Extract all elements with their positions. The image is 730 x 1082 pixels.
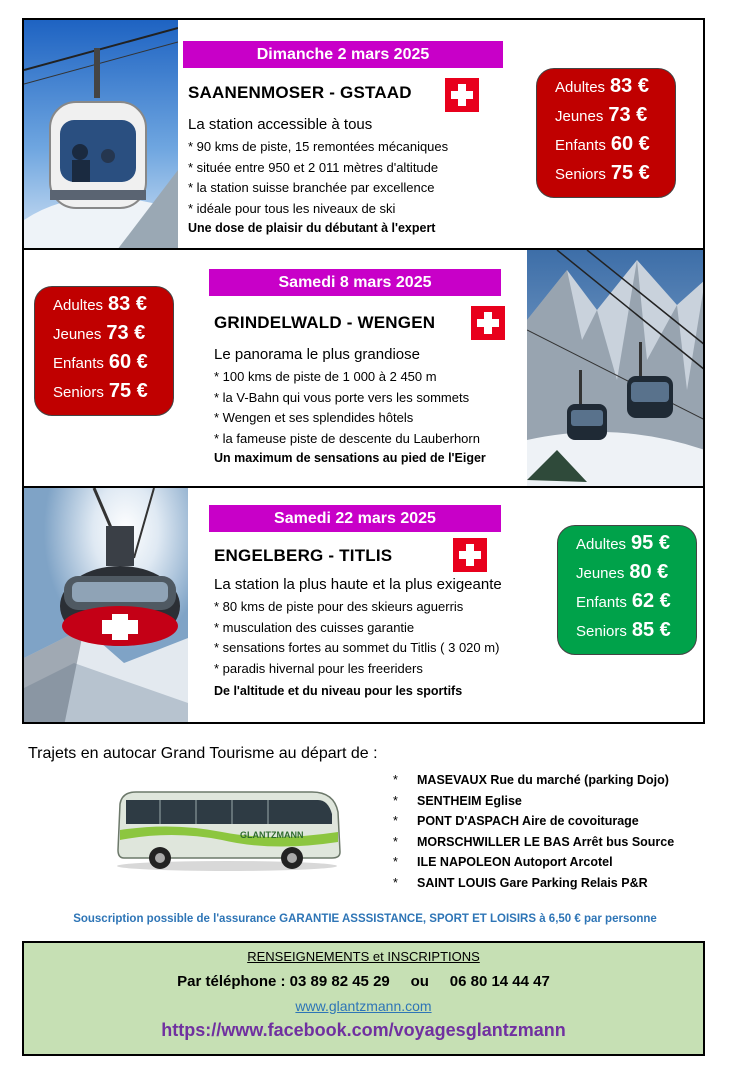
feature-item: * la station suisse branchée par excellence (188, 178, 448, 199)
price-row-seniors (555, 162, 675, 191)
station-summary: Une dose de plaisir du débutant à l'expert (188, 221, 436, 235)
price-label: Jeunes (555, 108, 604, 125)
departure-item (393, 832, 674, 853)
feature-item: * paradis hivernal pour les freeriders (214, 659, 499, 680)
departure-list (393, 770, 674, 893)
transport-heading: Trajets en autocar Grand Tourisme au départ de : (28, 745, 378, 762)
swiss-flag-icon (445, 78, 479, 112)
bullet-star: * (393, 834, 398, 849)
price-label: Seniors (576, 623, 627, 640)
contact-phone: Par téléphone : 03 89 82 45 29 ou 06 80 14 44 47 (177, 973, 550, 990)
insurance-note: Souscription possible de l'assurance GARANTIE ASSSISTANCE, SPORT ET LOISIRS à 6,50 € par personne (73, 913, 657, 925)
departure-item (393, 770, 674, 791)
price-value: 83 € (108, 293, 147, 315)
feature-item: * sensations fortes au sommet du Titlis ( 3 020 m) (214, 638, 499, 659)
feature-item: * Wengen et ses splendides hôtels (214, 408, 480, 429)
price-value: 60 € (108, 351, 148, 373)
price-label: Enfants (555, 137, 606, 154)
price-value: 73 € (608, 104, 648, 126)
trip-date-banner: Dimanche 2 mars 2025 (183, 41, 503, 68)
bus-brand-text: GLANTZMANN (240, 830, 304, 840)
website-link[interactable]: www.glantzmann.com (295, 998, 432, 1014)
departure-location: MORSCHWILLER LE BAS Arrêt bus Source (417, 834, 675, 849)
price-value: 75 € (108, 380, 148, 402)
price-row-enfants (555, 133, 675, 162)
feature-item: * idéale pour tous les niveaux de ski (188, 199, 448, 220)
station-tagline: Le panorama le plus grandiose (214, 346, 420, 363)
price-box (557, 525, 697, 655)
departure-location: SAINT LOUIS Gare Parking Relais P&R (417, 875, 648, 890)
price-value: 75 € (610, 162, 650, 184)
price-row-adultes (53, 293, 173, 322)
price-value: 95 € (631, 532, 670, 554)
trip-panel-engelberg (22, 486, 705, 724)
price-row-jeunes (576, 561, 696, 590)
feature-item: * 100 kms de piste de 1 000 à 2 450 m (214, 367, 480, 388)
price-label: Adultes (53, 297, 104, 314)
price-value: 60 € (610, 133, 650, 155)
contact-title: RENSEIGNEMENTS et INSCRIPTIONS (247, 949, 480, 964)
price-row-enfants (53, 351, 173, 380)
station-tagline: La station accessible à tous (188, 116, 373, 133)
departure-item (393, 791, 674, 812)
price-row-jeunes (53, 322, 173, 351)
price-label: Jeunes (53, 326, 102, 343)
feature-list (188, 137, 448, 219)
titlis-rotair-photo (24, 488, 188, 722)
price-row-enfants (576, 590, 696, 619)
price-box (34, 286, 174, 416)
swiss-flag-icon (471, 306, 505, 340)
price-row-adultes (576, 532, 696, 561)
trip-panel-grindelwald (22, 248, 705, 490)
price-box (536, 68, 676, 198)
tour-bus-image (112, 782, 342, 872)
bullet-star: * (393, 814, 398, 828)
station-summary: De l'altitude et du niveau pour les sportifs (214, 684, 463, 698)
price-row-seniors (53, 380, 173, 409)
price-label: Seniors (53, 384, 104, 401)
trip-date-banner: Samedi 8 mars 2025 (209, 269, 501, 296)
departure-location: PONT D'ASPACH Aire de covoiturage (417, 814, 639, 828)
price-label: Enfants (576, 594, 627, 611)
trip-panel-saanenmoser (22, 18, 705, 252)
swiss-flag-icon (453, 538, 487, 572)
price-value: 80 € (629, 561, 669, 583)
price-value: 83 € (610, 75, 649, 97)
price-label: Adultes (576, 536, 627, 553)
station-tagline: La station la plus haute et la plus exigeante (214, 576, 502, 593)
bullet-star: * (393, 793, 398, 808)
feature-list (214, 597, 499, 679)
departure-location: SENTHEIM Eglise (417, 793, 522, 808)
mountain-gondolas-photo (527, 250, 705, 488)
feature-item: * la fameuse piste de descente du Lauberhorn (214, 429, 480, 450)
price-label: Jeunes (576, 565, 625, 582)
feature-list (214, 367, 480, 449)
departure-location: MASEVAUX Rue du marché (parking Dojo) (417, 773, 669, 787)
bullet-star: * (393, 855, 398, 869)
station-summary: Un maximum de sensations au pied de l'Eiger (214, 451, 486, 465)
price-value: 73 € (106, 322, 146, 344)
departure-item (393, 873, 674, 894)
price-label: Seniors (555, 166, 606, 183)
feature-item: * musculation des cuisses garantie (214, 618, 499, 639)
feature-item: * située entre 950 et 2 011 mètres d'altitude (188, 158, 448, 179)
price-label: Enfants (53, 355, 104, 372)
price-label: Adultes (555, 79, 606, 96)
price-value: 62 € (631, 590, 671, 612)
price-row-seniors (576, 619, 696, 648)
contact-box (22, 941, 705, 1056)
trip-date-banner: Samedi 22 mars 2025 (209, 505, 501, 532)
feature-item: * 80 kms de piste pour des skieurs aguerris (214, 597, 499, 618)
facebook-link[interactable]: https://www.facebook.com/voyagesglantzmann (161, 1020, 566, 1040)
gondola-cabin-photo (24, 20, 178, 250)
departure-item (393, 852, 674, 873)
bullet-star: * (393, 875, 398, 890)
feature-item: * la V-Bahn qui vous porte vers les sommets (214, 388, 480, 409)
departure-location: ILE NAPOLEON Autoport Arcotel (417, 855, 613, 869)
price-row-adultes (555, 75, 675, 104)
feature-item: * 90 kms de piste, 15 remontées mécaniques (188, 137, 448, 158)
departure-item (393, 811, 674, 832)
station-name: GRINDELWALD - WENGEN (214, 313, 436, 332)
station-name: SAANENMOSER - GSTAAD (188, 83, 412, 102)
price-row-jeunes (555, 104, 675, 133)
bullet-star: * (393, 773, 398, 787)
station-name: ENGELBERG - TITLIS (214, 546, 393, 565)
price-value: 85 € (631, 619, 671, 641)
